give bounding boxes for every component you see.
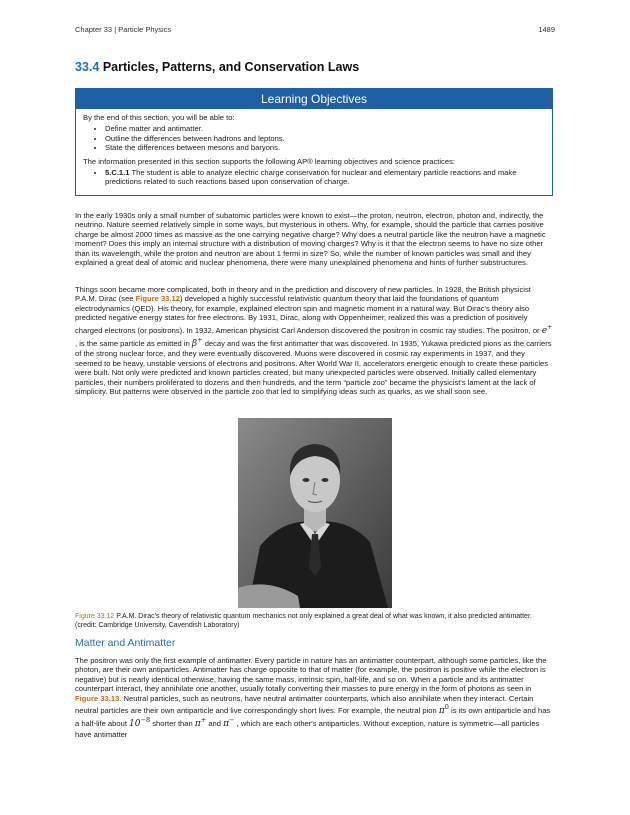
paragraph-3-text [75, 656, 553, 739]
figure-label: Figure 33.12 [75, 613, 115, 620]
ten-base: 10 [129, 719, 141, 730]
p3-part2: . Neutral particles, such as neutrons, have neutral antimatter counterparts, which also annihilate when they interact. Certain neutral particles are their own antiparticle and live correspondingly short lives. For example, the neutral pion [75, 693, 534, 716]
lo-item: • Define matter and antimatter. [105, 124, 545, 133]
section-title-text: Particles, Patterns, and Conservation Laws [102, 60, 360, 74]
positron-symbol-base: e [541, 325, 548, 336]
section-number: 33.4 [75, 60, 100, 74]
pi-plus-base: π [194, 719, 201, 730]
p2-part1: Things soon became more complicated, both in theory and in the prediction and discovery of new particles. In 1928, the British physicist P.A.M. Dirac (see [75, 285, 531, 304]
ap-code: 5.C.1.1 [105, 168, 130, 178]
beta-plus-symbol [191, 336, 203, 350]
paragraph-dirac [75, 285, 553, 396]
p3-part4: shorter than [150, 719, 195, 729]
figure-caption-text: P.A.M. Dirac's theory of relativistic quantum mechanics not only explained a great deal of what was known, it also predicted antimatter. (credit: Cambridge University, Cavendish Laboratory) [75, 613, 532, 629]
lo-item: • State the differences between mesons and baryons. [105, 143, 545, 152]
lo-list [83, 124, 545, 152]
dirac-photo [238, 418, 392, 608]
paragraph-antimatter [75, 656, 553, 739]
ten-sup: −8 [140, 716, 151, 725]
pi-plus-sup: + [200, 716, 207, 725]
figure-33-12-link[interactable]: Figure 33.12 [135, 294, 180, 304]
lo-intro: By the end of this section, you will be able to: [83, 113, 235, 122]
page-header [75, 25, 555, 34]
ap-item [105, 168, 545, 187]
pi-minus-sup: − [229, 716, 235, 725]
p2-part2: ) developed a highly successful relativistic quantum theory that laid the foundations of quantum electrodynamics (QED). His theory, for example, explained electron spin and magnetic moment in a natural way. But Dirac's theory also predicted negative energy states for free electrons. By 1931, Dirac, along with Oppenheimer, realized this was a prediction of positively charged electrons (or positrons). In 1932, American physicist Carl Anderson discovered the positron in cosmic ray studies. The positron, or [75, 294, 542, 335]
figure-caption [75, 613, 553, 630]
pi-minus-base: π [223, 719, 230, 730]
p2-part4: decay and was the first antimatter that was discovered. In 1935, Yukawa predicted pions as the carriers of the strong nuclear force, and they were eventually discovered. Muons were discovered in cosmic ray experiments in 1937, and they seemed to be heavy, unstable versions of electrons and positrons. After World War II, accelerators energetic enough to create these particles were built. Not only were predicted and known particles created, but many unexpected particles were observed. Initially called elementary particles, their numbers proliferated to dozens and then hundreds, and the term “particle zoo” became the physicist's lament at the lack of simplicity. But patterns were observed in the particle zoo that led to simplifying ideas such as quarks, as we shall soon see. [75, 339, 552, 397]
p3-part1: The positron was only the first example of antimatter. Every particle in nature has an antimatter counterpart, although some particles, like the photon, are their own antiparticles. Antimatter has charge opposite to that of matter (for example, the positron is positive while the electron is negative) but is nearly identical otherwise, having the same mass, intrinsic spin, half-life, and so on. When a particle and its antimatter counterpart interact, they annihilate one another, usually totally converting their masses to pure energy in the form of photons as seen in [75, 656, 547, 694]
page-number: 1489 [538, 25, 555, 34]
pi-zero-sup: 0 [444, 703, 449, 712]
ten-power-symbol [129, 716, 151, 730]
dirac-portrait-image [238, 418, 392, 608]
positron-symbol-sup: + [547, 322, 553, 331]
pi-minus-symbol [223, 716, 235, 730]
figure-33-13-link[interactable]: Figure 33.13 [75, 693, 120, 703]
beta-symbol-base: β [191, 339, 198, 350]
subsection-heading: Matter and Antimatter [75, 637, 176, 649]
pi-plus-symbol [194, 716, 207, 730]
lo-item: • Outline the differences between hadrons and leptons. [105, 134, 545, 143]
paragraph-1-text: In the early 1930s only a small number of subatomic particles were known to exist—the proton, neutron, electron, photon and, indirectly, the neutrino. Nature seemed relatively simple in some ways, but mysterious in others. Why, for example, should the particle that carries positive charge be almost 2000 times as massive as the one carrying negative charge? Why does a neutral particle like the neutron have a magnetic moment? Does this imply an internal structure with a distribution of moving charges? Why is it that the electron seems to have no size other than its wavelength, while the proton and neutron are about 1 fermi in size? So, while the number of known particles was small and they explained a great deal of atomic and nuclear phenomena, there were many unexplained phenomena and hints of further substructures. [75, 211, 546, 268]
p3-part3: is its own antiparticle and has a half-life about [75, 706, 551, 729]
p3-part6: , which are each other's antiparticles. Without exception, nature is symmetric—all particles have antimatter [75, 719, 540, 739]
beta-symbol-sup: + [197, 336, 203, 345]
ap-list [83, 168, 545, 187]
chapter-label: Chapter 33 | Particle Physics [75, 25, 172, 34]
ap-text: The student is able to analyze electric charge conservation for nuclear and elementary particle reactions and make predictions related to such reactions based upon conservation of charge. [105, 168, 517, 187]
paragraph-intro [75, 211, 553, 267]
learning-objectives-box [75, 88, 553, 196]
ap-intro: The information presented in this section supports the following AP® learning objectives and science practices: [83, 156, 455, 166]
pi-zero-symbol [438, 703, 449, 717]
learning-objectives-body [76, 109, 552, 187]
p2-part3: , is the same particle as emitted in [75, 339, 192, 349]
paragraph-2-text [75, 285, 553, 396]
section-title [75, 60, 359, 74]
learning-objectives-heading: Learning Objectives [76, 89, 552, 109]
positron-symbol [541, 322, 553, 336]
pi-zero-base: π [438, 706, 445, 717]
p3-part5: and [206, 719, 224, 729]
